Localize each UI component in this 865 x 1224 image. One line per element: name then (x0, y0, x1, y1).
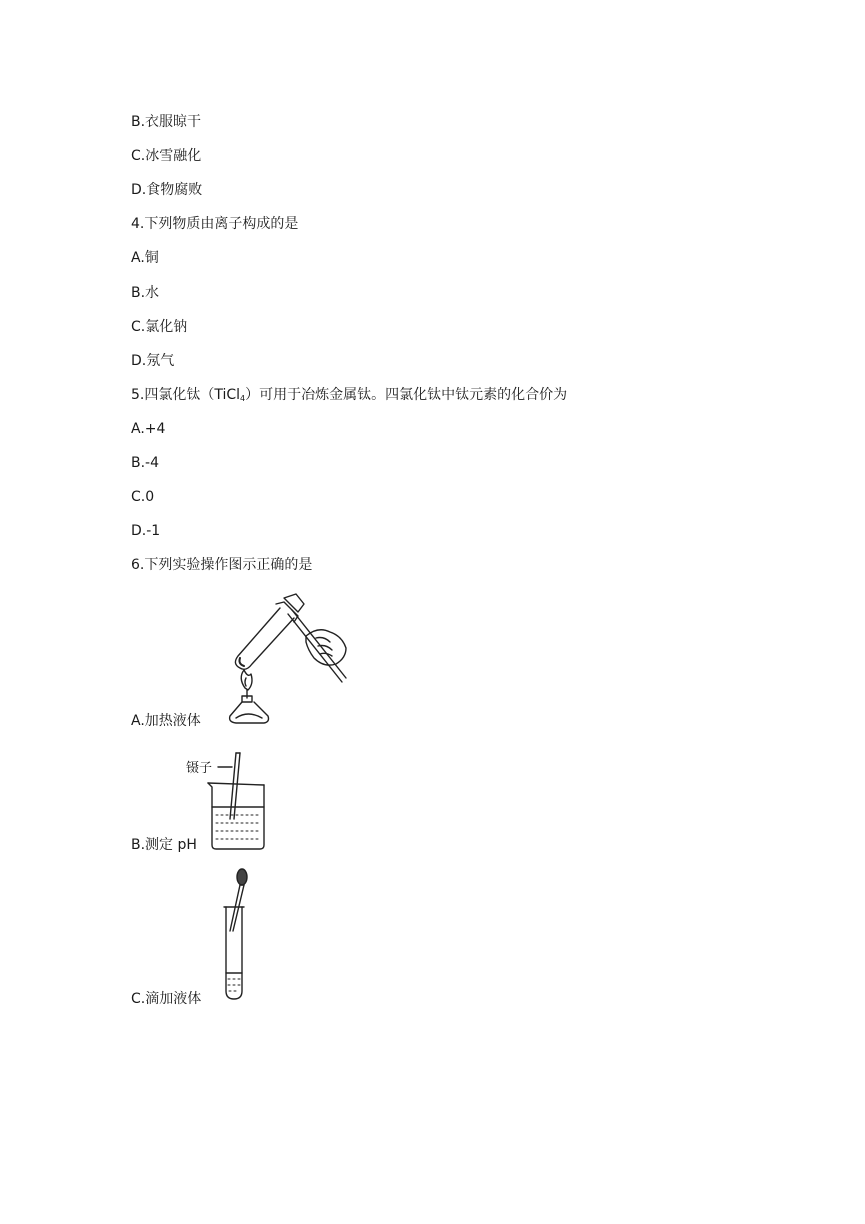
q6-option-b: B.测定 pH (131, 837, 197, 853)
q4-stem: 4.下列物质由离子构成的是 (131, 216, 299, 232)
q3-option-d: D.食物腐败 (131, 182, 203, 198)
tweezers-label: 镊子 (186, 761, 213, 776)
q5-stem-subscript: 4 (240, 394, 246, 403)
q3-option-c: C.冰雪融化 (131, 148, 202, 164)
q5-stem (131, 386, 567, 408)
q5-option-c: C.0 (131, 489, 155, 505)
q5-stem-post: ）可用于冶炼金属钛。四氯化钛中钛元素的化合价为 (245, 387, 568, 403)
q5-option-d: D.-1 (131, 523, 161, 539)
q6-option-c: C.滴加液体 (131, 991, 202, 1007)
q4-option-a: A.铜 (131, 250, 159, 266)
q5-option-b: B.-4 (131, 455, 160, 471)
heating-liquid-figure (218, 592, 353, 727)
q5-option-a: A.+4 (131, 421, 166, 437)
q5-stem-pre: 5.四氯化钛（TiCl (131, 387, 241, 403)
q6-option-a: A.加热液体 (131, 713, 201, 729)
dropping-liquid-figure (216, 867, 256, 1003)
q6-stem: 6.下列实验操作图示正确的是 (131, 557, 313, 573)
q4-option-b: B.水 (131, 285, 160, 301)
q3-option-b: B.衣服晾干 (131, 114, 202, 130)
q4-option-c: C.氯化钠 (131, 319, 188, 335)
measure-ph-figure (186, 749, 272, 851)
q4-option-d: D.氖气 (131, 353, 175, 369)
